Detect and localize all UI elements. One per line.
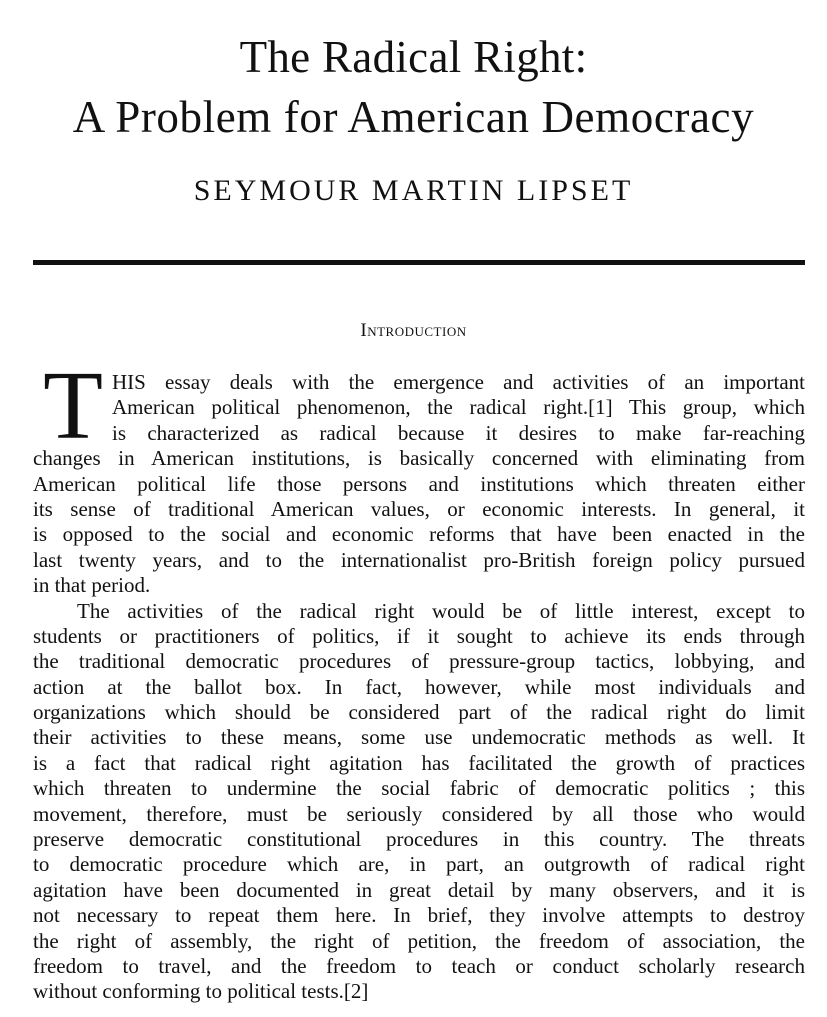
paragraph-2-line: The activities of the radical right would be of little interest, except to — [77, 598, 805, 623]
paragraph-1-line: is characterized as radical because it desires to make far-reaching — [112, 420, 805, 445]
paragraph-2-line: preserve democratic constitutional procedures in this country. The threats — [33, 827, 805, 852]
paragraph-2-line: the traditional democratic procedures of pressure-group tactics, lobbying, and — [33, 649, 805, 674]
paragraph-2-line: freedom to travel, and the freedom to teach or conduct scholarly research — [33, 953, 805, 978]
paragraph-2-line: which threaten to undermine the social fabric of democratic politics ; this — [33, 776, 805, 801]
drop-cap: T — [43, 352, 103, 460]
paragraph-2-line: not necessary to repeat them here. In brief, they involve attempts to destroy — [33, 903, 805, 928]
paragraph-2-line: to democratic procedure which are, in part, an outgrowth of radical right — [33, 852, 805, 877]
paragraph-1-line: American political life those persons and institutions which threaten either — [33, 471, 805, 496]
author-name: SEYMOUR MARTIN LIPSET — [193, 174, 634, 207]
paragraph-1-line: American political phenomenon, the radical right.[1] This group, which — [112, 395, 805, 420]
paragraph-2-line: organizations which should be considered part of the radical right do limit — [33, 700, 805, 725]
paragraph-2-line: students or practitioners of politics, if it sought to achieve its ends through — [33, 623, 805, 648]
paragraph-2-line: the right of assembly, the right of petition, the freedom of association, the — [33, 928, 805, 953]
section-heading: Introduction — [360, 320, 467, 341]
paragraph-2-line: movement, therefore, must be seriously considered by all those who would — [33, 801, 805, 826]
title-rule-divider — [33, 260, 805, 265]
paragraph-2-line: is a fact that radical right agitation has facilitated the growth of practices — [33, 750, 805, 775]
paragraph-1-line: in that period. — [33, 573, 151, 598]
paragraph-2-line: without conforming to political tests.[2] — [33, 979, 369, 1004]
paragraph-2-line: agitation have been documented in great detail by many observers, and it is — [33, 877, 805, 902]
paragraph-1-line: its sense of traditional American values, or economic interests. In general, it — [33, 496, 805, 521]
paragraph-1-line: HIS essay deals with the emergence and activities of an important — [112, 370, 805, 394]
title-line-1: The Radical Right: — [239, 32, 588, 82]
paragraph-1-line: last twenty years, and to the internationalist pro-British foreign policy pursued — [33, 547, 805, 572]
title-line-2: A Problem for American Democracy — [72, 92, 755, 142]
paragraph-1-line: is opposed to the social and economic reforms that have been enacted in the — [33, 522, 805, 547]
paragraph-2-line: action at the ballot box. In fact, however, while most individuals and — [33, 674, 805, 699]
paragraph-2-line: their activities to these means, some use undemocratic methods as well. It — [33, 725, 805, 750]
body-text — [33, 370, 805, 1005]
paragraph-1-line: changes in American institutions, is basically concerned with eliminating from — [33, 446, 805, 471]
